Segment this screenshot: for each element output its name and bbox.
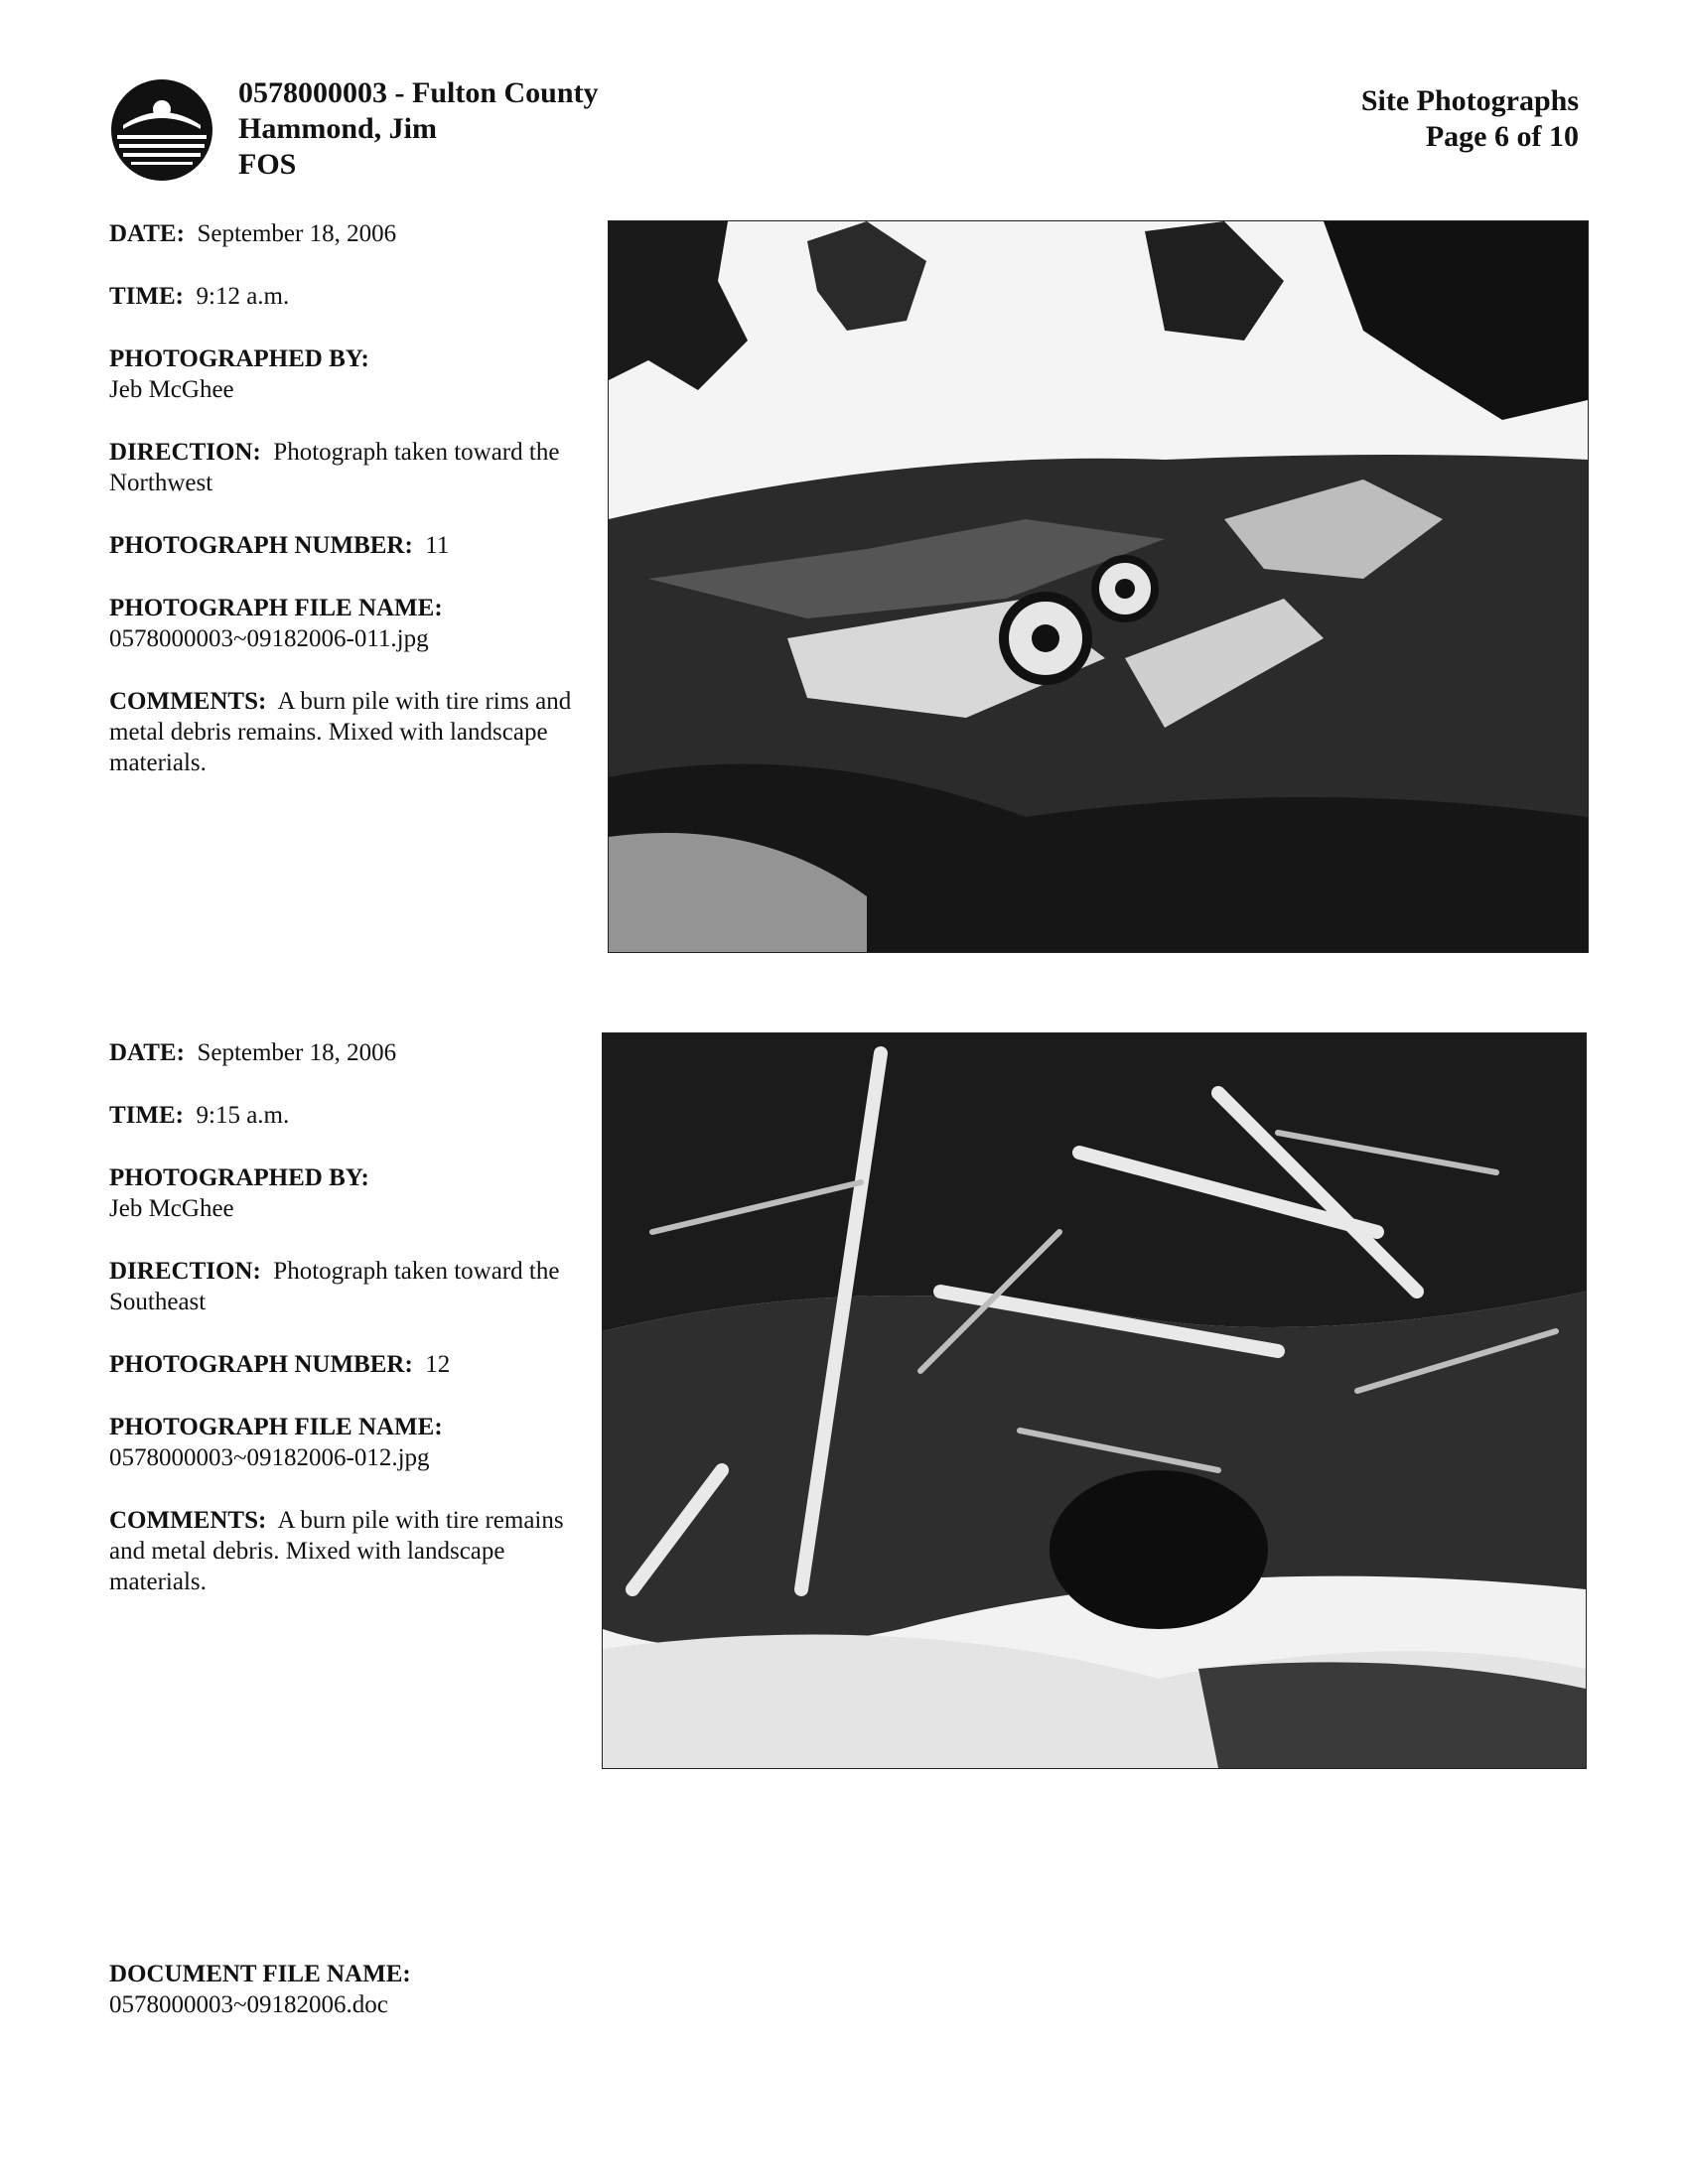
direction-row: [109, 1256, 586, 1317]
date-value: September 18, 2006: [197, 1039, 397, 1066]
site-id-county: 0578000003 - Fulton County: [238, 76, 599, 109]
header-site-info: [238, 75, 599, 183]
comments-value: A burn pile with tire remains and metal debris. Mixed with landscape materials.: [109, 1507, 564, 1595]
photographer-row: [109, 343, 586, 405]
photo-file-row: [109, 593, 586, 654]
burn-pile-tire-rims-image: [609, 221, 1588, 952]
photo-number-value: 12: [425, 1351, 451, 1378]
time-label: TIME:: [109, 1102, 184, 1129]
direction-value: Photograph taken toward the Northwest: [109, 439, 560, 496]
date-label: DATE:: [109, 220, 185, 247]
direction-label: DIRECTION:: [109, 439, 261, 466]
document-file-value: 0578000003~09182006.doc: [109, 1991, 388, 2018]
photo-number-label: PHOTOGRAPH NUMBER:: [109, 532, 413, 559]
header-page-info: [1361, 83, 1579, 155]
date-row: [109, 1037, 586, 1068]
document-file-label: DOCUMENT FILE NAME:: [109, 1961, 411, 1987]
photographer-label: PHOTOGRAPHED BY:: [109, 1164, 369, 1191]
time-value: 9:12 a.m.: [196, 283, 290, 310]
photographer-value: Jeb McGhee: [109, 376, 234, 403]
time-row: [109, 281, 586, 312]
burn-pile-branches-image: [603, 1033, 1586, 1768]
owner-name: Hammond, Jim: [238, 112, 438, 145]
photo-number-row: [109, 1349, 586, 1380]
photo-11-details: [109, 218, 586, 810]
photo-number-value: 11: [425, 532, 450, 559]
photographer-value: Jeb McGhee: [109, 1195, 234, 1222]
date-label: DATE:: [109, 1039, 185, 1066]
document-file-name: [109, 1959, 411, 2020]
photo-number-label: PHOTOGRAPH NUMBER:: [109, 1351, 413, 1378]
agency-logo: [109, 77, 214, 183]
date-row: [109, 218, 586, 249]
comments-label: COMMENTS:: [109, 1507, 267, 1534]
time-label: TIME:: [109, 283, 184, 310]
time-value: 9:15 a.m.: [196, 1102, 290, 1129]
time-row: [109, 1100, 586, 1131]
direction-row: [109, 437, 586, 498]
photo-file-label: PHOTOGRAPH FILE NAME:: [109, 1414, 443, 1440]
photographer-row: [109, 1162, 586, 1224]
date-value: September 18, 2006: [197, 220, 397, 247]
comments-label: COMMENTS:: [109, 688, 267, 715]
agency-logo-icon: [109, 77, 214, 183]
photo-12-details: [109, 1037, 586, 1629]
photo-file-label: PHOTOGRAPH FILE NAME:: [109, 595, 443, 621]
direction-value: Photograph taken toward the Southeast: [109, 1258, 560, 1315]
page-number: Page 6 of 10: [1425, 120, 1579, 153]
comments-value: A burn pile with tire rims and metal debris remains. Mixed with landscape materials.: [109, 688, 572, 776]
comments-row: [109, 1505, 586, 1597]
site-photo-12: [602, 1032, 1587, 1769]
program-code: FOS: [238, 148, 297, 181]
photographer-label: PHOTOGRAPHED BY:: [109, 345, 369, 372]
photo-file-row: [109, 1412, 586, 1473]
comments-row: [109, 686, 586, 778]
photo-file-value: 0578000003~09182006-011.jpg: [109, 625, 429, 652]
direction-label: DIRECTION:: [109, 1258, 261, 1285]
site-photo-11: [608, 220, 1589, 953]
section-title: Site Photographs: [1360, 84, 1579, 117]
photo-number-row: [109, 530, 586, 561]
photo-file-value: 0578000003~09182006-012.jpg: [109, 1444, 430, 1471]
